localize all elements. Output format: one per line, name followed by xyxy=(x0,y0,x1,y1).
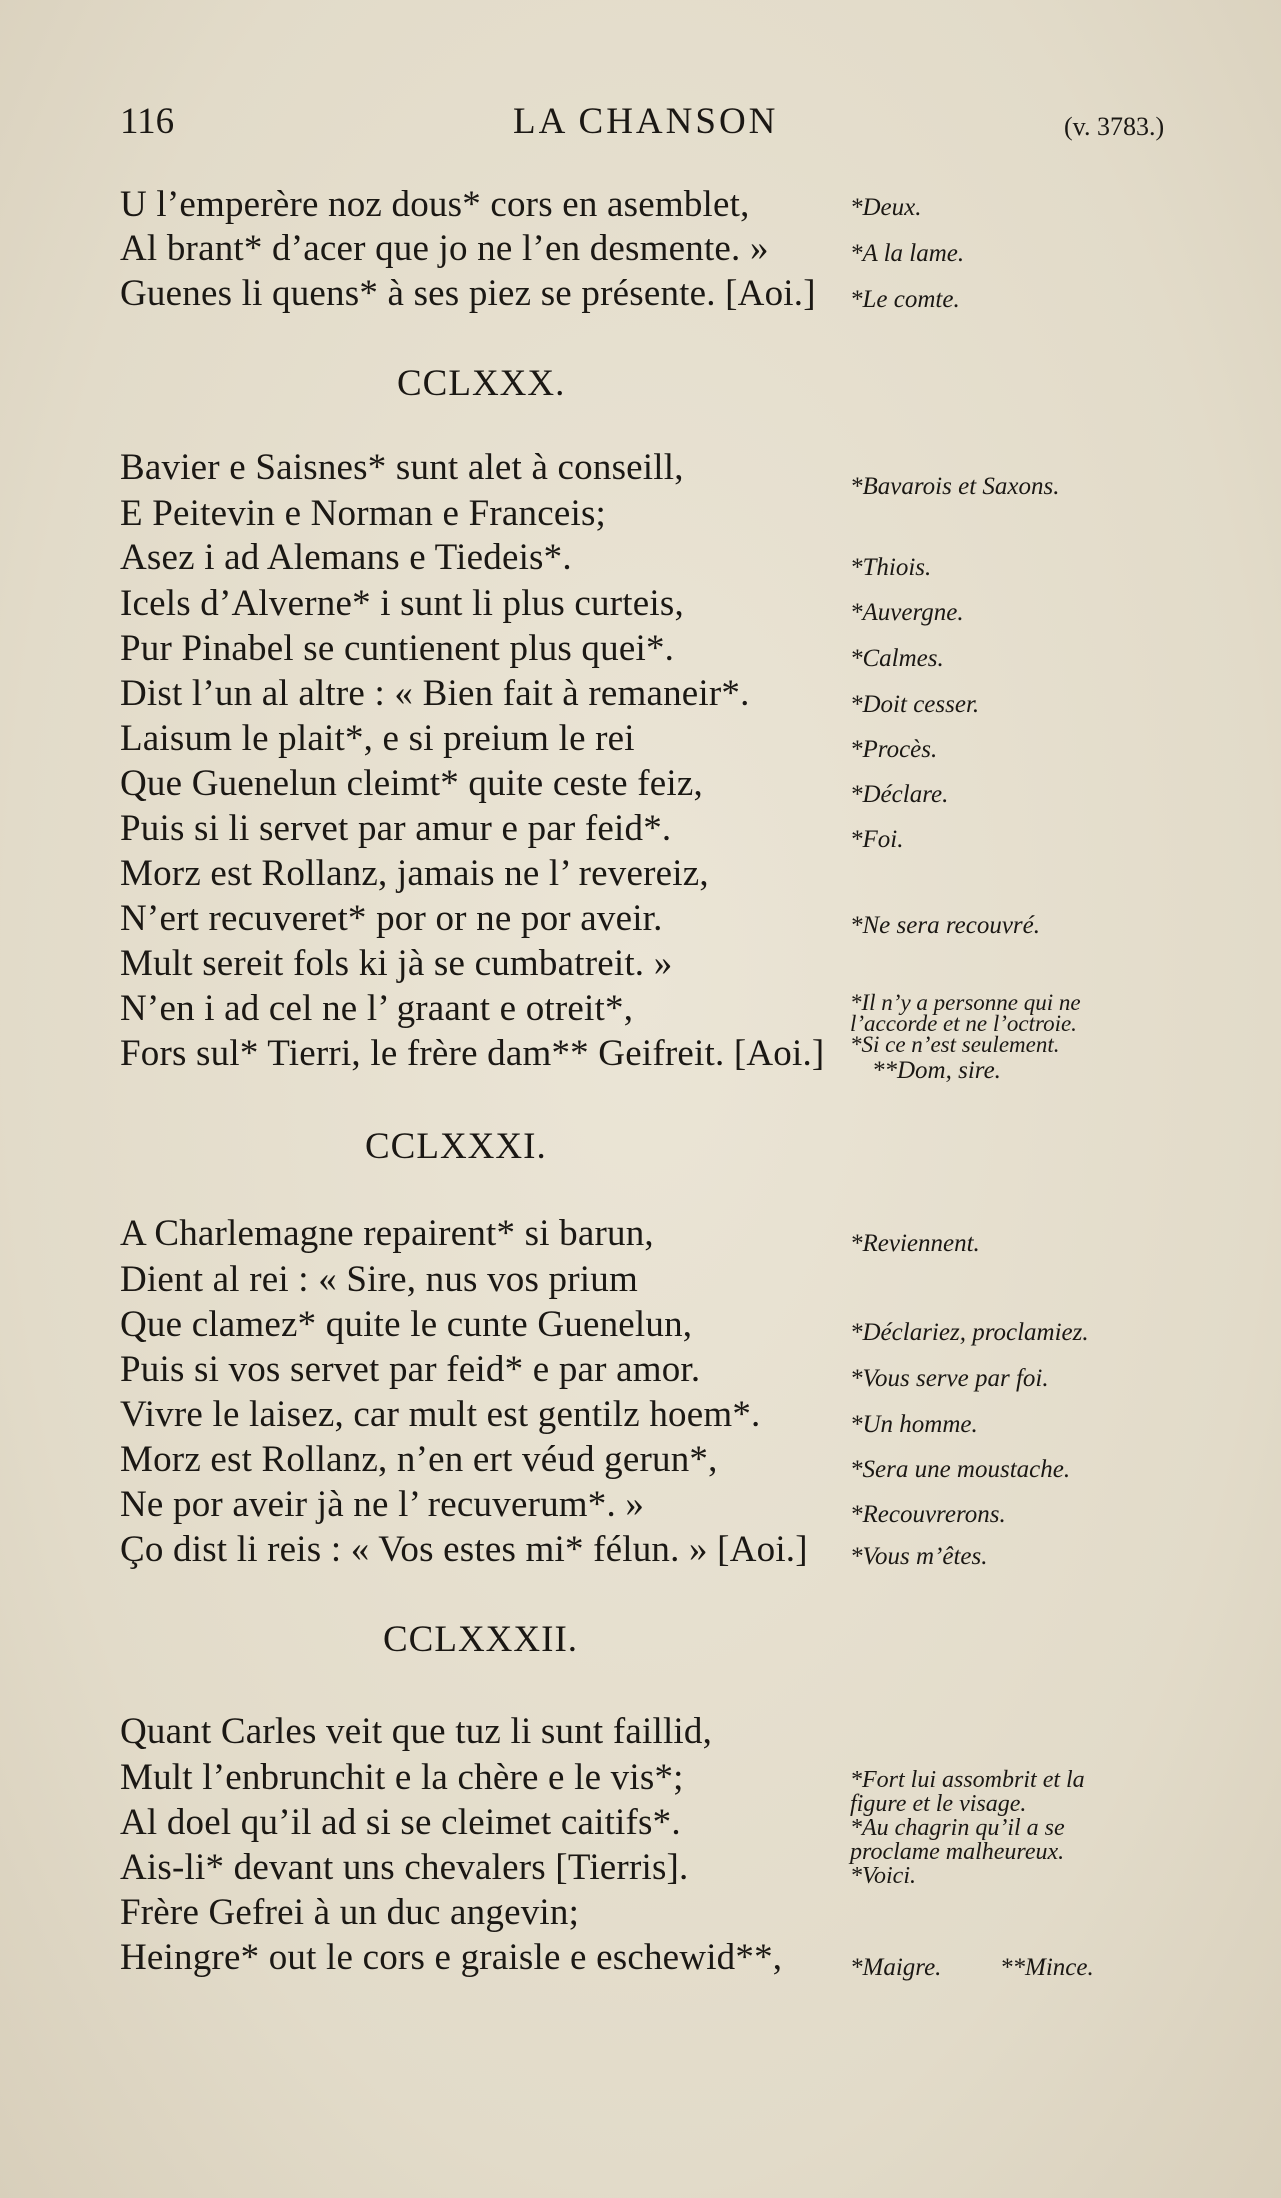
gloss-note: *Deux. xyxy=(850,194,922,221)
gloss-note: *Foi. xyxy=(850,826,904,853)
poem-line: Morz est Rollanz, jamais ne l’ revereiz, xyxy=(120,853,709,894)
gloss-note: *A la lame. xyxy=(850,240,965,267)
poem-line: Al brant* d’acer que jo ne l’en desmente. » xyxy=(120,228,769,269)
running-title: LA CHANSON xyxy=(513,101,779,142)
gloss-note: *Vous serve par foi. xyxy=(850,1365,1049,1392)
gloss-note: *Calmes. xyxy=(850,645,944,672)
gloss-note: *Ne sera recouvré. xyxy=(850,912,1040,939)
poem-line: Que Guenelun cleimt* quite ceste feiz, xyxy=(120,763,703,804)
gloss-note: *Le comte. xyxy=(850,286,960,313)
poem-line: Laisum le plait*, e si preium le rei xyxy=(120,718,635,759)
gloss-note: *Fort lui assombrit et la xyxy=(850,1767,1085,1793)
poem-line: Bavier e Saisnes* sunt alet à conseill, xyxy=(120,447,684,488)
gloss-note: *Thiois. xyxy=(850,554,932,581)
gloss-note: proclame malheureux. xyxy=(850,1839,1065,1865)
poem-line: Mult sereit fols ki jà se cumbatreit. » xyxy=(120,943,673,984)
poem-line: U l’emperère noz dous* cors en asemblet, xyxy=(120,184,750,225)
poem-line: Mult l’enbrunchit e la chère e le vis*; xyxy=(120,1757,684,1798)
poem-line: Icels d’Alverne* i sunt li plus curteis, xyxy=(120,583,684,624)
poem-line: Quant Carles veit que tuz li sunt faillid, xyxy=(120,1711,713,1752)
poem-line: Dist l’un al altre : « Bien fait à remaneir*. xyxy=(120,673,750,714)
gloss-note: *Auvergne. xyxy=(850,599,964,626)
poem-line: Asez i ad Alemans e Tiedeis*. xyxy=(120,537,572,578)
gloss-note: figure et le visage. xyxy=(850,1791,1027,1817)
gloss-note: *Un homme. xyxy=(850,1411,978,1438)
laisse-number: CCLXXX. xyxy=(397,363,566,404)
gloss-note: **Mince. xyxy=(1000,1954,1094,1981)
poem-line: A Charlemagne repairent* si barun, xyxy=(120,1213,654,1254)
gloss-note: *Voici. xyxy=(850,1863,916,1889)
poem-line: Guenes li quens* à ses piez se présente. [Aoi.] xyxy=(120,273,816,314)
poem-line: Ço dist li reis : « Vos estes mi* félun. » [Aoi.] xyxy=(120,1529,808,1570)
gloss-note: *Maigre. xyxy=(850,1954,942,1981)
poem-line: Puis si vos servet par feid* e par amor. xyxy=(120,1349,701,1390)
gloss-note: *Si ce n’est seulement. xyxy=(850,1032,1060,1057)
poem-line: Dient al rei : « Sire, nus vos prium xyxy=(120,1259,638,1300)
poem-line: Frère Gefrei à un duc angevin; xyxy=(120,1892,580,1933)
poem-line: Que clamez* quite le cunte Guenelun, xyxy=(120,1304,693,1345)
laisse-number: CCLXXXII. xyxy=(383,1619,579,1660)
poem-line: Fors sul* Tierri, le frère dam** Geifreit. [Aoi.] xyxy=(120,1033,825,1074)
poem-line: Puis si li servet par amur e par feid*. xyxy=(120,808,672,849)
poem-line: Al doel qu’il ad si se cleimet caitifs*. xyxy=(120,1802,681,1843)
gloss-note: *Procès. xyxy=(850,736,938,763)
poem-line: E Peitevin e Norman e Franceis; xyxy=(120,493,607,534)
gloss-note: l’accorde et ne l’octroie. xyxy=(850,1011,1077,1036)
poem-line: N’en i ad cel ne l’ graant e otreit*, xyxy=(120,988,634,1029)
gloss-note: *Déclariez, proclamiez. xyxy=(850,1319,1089,1346)
poem-line: Vivre le laisez, car mult est gentilz hoem*. xyxy=(120,1394,761,1435)
gloss-note: *Vous m’êtes. xyxy=(850,1543,988,1570)
poem-line: Heingre* out le cors e graisle e eschewid**, xyxy=(120,1937,783,1978)
poem-line: N’ert recuveret* por or ne por aveir. xyxy=(120,898,663,939)
gloss-note: **Dom, sire. xyxy=(872,1057,1001,1084)
gloss-note: *Sera une moustache. xyxy=(850,1456,1071,1483)
poem-line: Ne por aveir jà ne l’ recuverum*. » xyxy=(120,1484,645,1525)
gloss-note: *Recouvrerons. xyxy=(850,1501,1006,1528)
gloss-note: *Au chagrin qu’il a se xyxy=(850,1815,1065,1841)
gloss-note: *Bavarois et Saxons. xyxy=(850,473,1060,500)
gloss-note: *Reviennent. xyxy=(850,1230,980,1257)
verse-reference: (v. 3783.) xyxy=(1064,112,1165,141)
poem-line: Pur Pinabel se cuntienent plus quei*. xyxy=(120,628,675,669)
page-number: 116 xyxy=(120,101,175,142)
gloss-note: *Il n’y a personne qui ne xyxy=(850,990,1081,1015)
poem-line: Ais-li* devant uns chevalers [Tierris]. xyxy=(120,1847,689,1888)
gloss-note: *Déclare. xyxy=(850,781,949,808)
poem-line: Morz est Rollanz, n’en ert véud gerun*, xyxy=(120,1439,718,1480)
laisse-number: CCLXXXI. xyxy=(365,1126,547,1167)
gloss-note: *Doit cesser. xyxy=(850,691,980,718)
